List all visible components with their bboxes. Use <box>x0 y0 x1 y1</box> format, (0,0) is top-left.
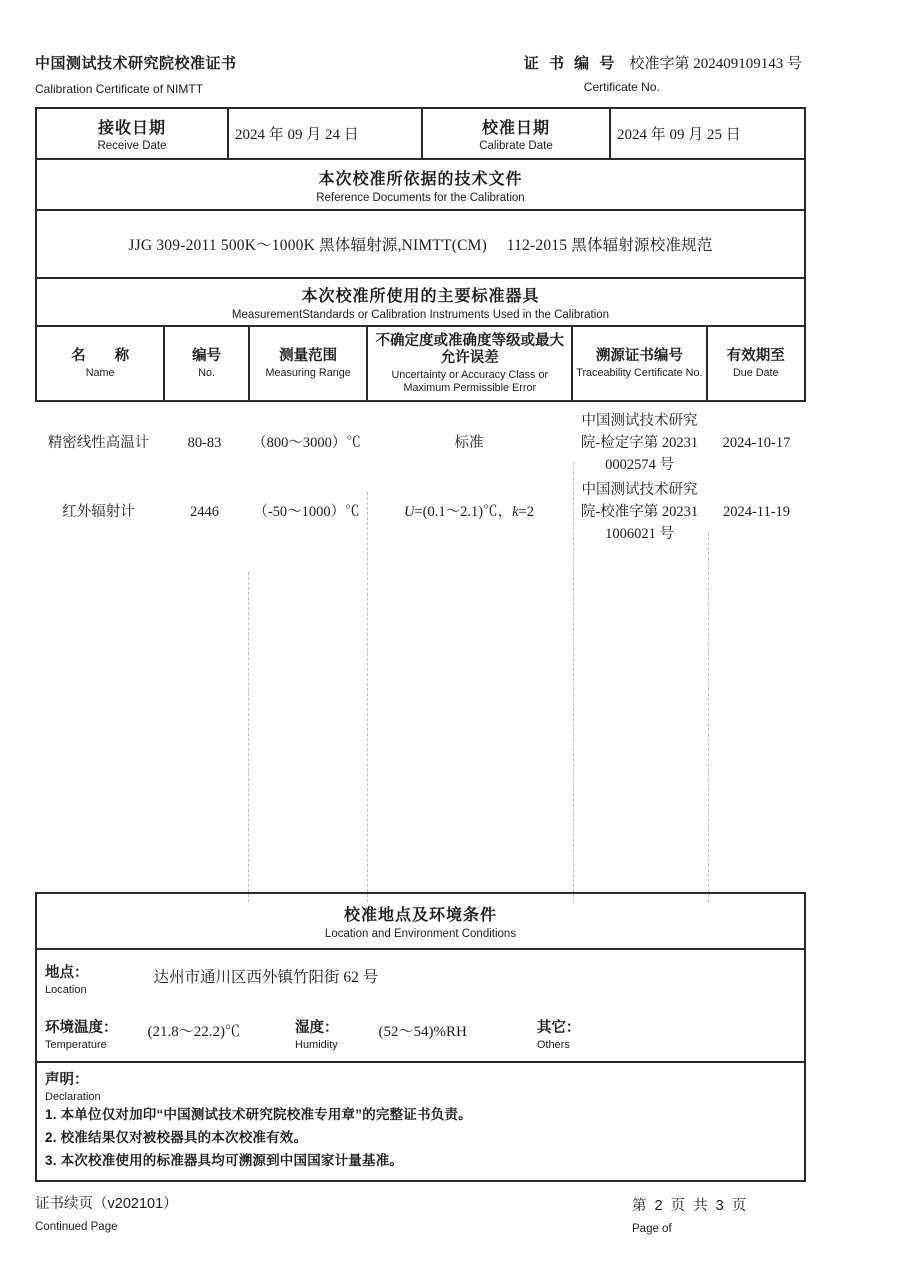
temperature-value: (21.8～22.2)℃ <box>147 1024 240 1040</box>
uncertainty-u-symbol: U <box>404 504 415 520</box>
column-divider-dashed <box>367 492 368 902</box>
column-header-due-date-en: Due Date <box>732 366 779 379</box>
certificate-number-value: 校准字第 202409109143 号 <box>629 56 802 72</box>
due-date-value: 2024-10-17 <box>722 435 791 451</box>
standards-section-title-zh: 本次校准所使用的主要标准器具 <box>301 288 540 305</box>
instrument-no: 80-83 <box>187 435 222 451</box>
instrument-name: 精密线性高温计 <box>47 435 150 451</box>
others-label-en: Others <box>536 1039 570 1051</box>
instrument-name: 红外辐射计 <box>62 504 135 520</box>
reference-documents-text: JJG 309-2011 500K～1000K 黑体辐射源,NIMTT(CM) 112-2015 黑体辐射源校准规范 <box>128 237 713 254</box>
instrument-no: 2446 <box>190 504 219 520</box>
traceability-line-1: 中国测试技术研究 <box>581 413 698 429</box>
calibrate-date-value: 2024 年 09 月 25 日 <box>609 109 804 158</box>
standards-section-title <box>35 277 806 327</box>
standards-table-header <box>35 325 806 402</box>
calibrate-date-label-cell <box>421 109 609 158</box>
declaration-items <box>45 1103 796 1172</box>
uncertainty-value <box>366 479 572 545</box>
page-footer <box>35 1192 806 1242</box>
column-header-name <box>37 327 163 400</box>
document-title-en: Calibration Certificate of NIMTT <box>35 82 204 96</box>
declaration-item-3: 3. 本次校准使用的标准器具均可溯源到中国国家计量基准。 <box>45 1153 404 1168</box>
declaration-title-zh: 声明： <box>45 1072 89 1088</box>
certificate-number-label: 证 书 编 号 <box>523 55 618 72</box>
column-header-no-zh: 编号 <box>192 347 222 364</box>
traceability-line-3: 0002574 号 <box>605 457 674 473</box>
temperature-label <box>45 1016 118 1051</box>
location-row <box>37 950 804 1006</box>
reference-section-title-en: Reference Documents for the Calibration <box>316 191 525 204</box>
column-header-range-zh: 测量范围 <box>279 347 338 364</box>
environment-section-title <box>37 894 804 950</box>
calibrate-date-label-zh: 校准日期 <box>481 120 550 137</box>
humidity-label-zh: 湿度： <box>295 1020 339 1036</box>
column-header-uncertainty-zh: 不确定度或准确度等级或最大允许误差 <box>375 332 564 366</box>
column-header-name-en: Name <box>85 366 115 379</box>
column-header-traceability-en: Traceability Certificate No. <box>576 366 703 379</box>
uncertainty-k-rest: =2 <box>518 504 534 520</box>
continued-page-zh: 证书续页（v202101） <box>35 1196 178 1212</box>
due-date-value: 2024-11-19 <box>722 504 791 520</box>
environment-box <box>35 892 806 1182</box>
reference-documents-row <box>35 209 806 279</box>
reference-section-title-zh: 本次校准所依据的技术文件 <box>318 170 523 188</box>
traceability-line-1: 中国测试技术研究 <box>581 482 698 498</box>
document-title-zh: 中国测试技术研究院校准证书 <box>35 55 237 72</box>
uncertainty-k-symbol: k <box>512 504 519 520</box>
location-label-en: Location <box>45 983 87 996</box>
others-label <box>537 1016 581 1051</box>
document-header <box>35 52 806 104</box>
declaration-item-1: 1. 本单位仅对加印“中国测试技术研究院校准专用章”的完整证书负责。 <box>45 1107 472 1122</box>
traceability-line-2: 院-检定字第 20231 <box>580 435 699 451</box>
date-table <box>35 107 806 160</box>
uncertainty-value: 标准 <box>454 435 484 451</box>
location-label-zh: 地点： <box>45 964 89 981</box>
receive-date-label-en: Receive Date <box>97 140 167 152</box>
column-header-no <box>163 327 248 400</box>
column-header-no-en: No. <box>198 366 216 379</box>
receive-date-label-zh: 接收日期 <box>97 120 166 137</box>
column-header-name-zh: 名 称 <box>71 347 130 364</box>
declaration-section <box>37 1063 804 1180</box>
location-value: 达州市通川区西外镇竹阳街 62 号 <box>153 969 379 986</box>
footer-page-number-block <box>632 1194 748 1235</box>
standards-row-radiometer <box>35 476 806 545</box>
column-header-uncertainty <box>366 327 571 400</box>
reference-section-title <box>35 158 806 211</box>
column-header-due-date-zh: 有效期至 <box>726 347 785 364</box>
traceability-line-2: 院-校准字第 20231 <box>580 504 699 520</box>
humidity-label-en: Humidity <box>295 1039 338 1051</box>
standards-table-body <box>35 402 806 892</box>
header-title-block <box>35 52 237 104</box>
declaration-title-en: Declaration <box>45 1091 101 1103</box>
traceability-line-3: 1006021 号 <box>605 526 674 542</box>
traceability-certificate <box>572 479 707 545</box>
column-header-traceability-zh: 溯源证书编号 <box>595 347 683 364</box>
column-divider-dashed <box>573 462 574 902</box>
traceability-certificate <box>572 410 707 476</box>
column-header-traceability <box>571 327 705 400</box>
certificate-number-block <box>524 52 806 104</box>
column-divider-dashed <box>248 572 249 902</box>
page-number-zh: 第 2 页 共 3 页 <box>632 1198 749 1214</box>
standards-row-pyrometer <box>35 402 806 476</box>
environment-title-en: Location and Environment Conditions <box>324 928 517 940</box>
environment-conditions-row <box>37 1006 804 1063</box>
temperature-label-zh: 环境温度： <box>45 1020 118 1036</box>
continued-page-en: Continued Page <box>35 1221 118 1233</box>
receive-date-value: 2024 年 09 月 24 日 <box>227 109 421 158</box>
measuring-range: （800～3000）℃ <box>252 435 361 451</box>
column-divider-dashed <box>708 532 709 902</box>
humidity-value: (52～54)%RH <box>378 1024 467 1040</box>
page-number-en: Page of <box>632 1223 672 1235</box>
temperature-label-en: Temperature <box>45 1039 107 1051</box>
certificate-number-label-en: Certificate No. <box>583 80 660 94</box>
humidity-label <box>295 1016 339 1051</box>
calibration-certificate-page <box>35 52 806 1242</box>
others-label-zh: 其它： <box>536 1020 581 1036</box>
location-label <box>45 961 89 996</box>
standards-section-title-en: MeasurementStandards or Calibration Instruments Used in the Calibration <box>231 309 610 321</box>
uncertainty-u-rest: =(0.1～2.1)℃， <box>414 504 513 520</box>
column-header-uncertainty-en: Uncertainty or Accuracy Class or Maximum Permissible Error <box>391 368 549 394</box>
measuring-range: （-50～1000）℃ <box>253 504 360 520</box>
column-header-range-en: Measuring Range <box>265 366 351 379</box>
declaration-item-2: 2. 校准结果仅对被校器具的本次校准有效。 <box>45 1130 308 1145</box>
column-header-due-date <box>706 327 805 400</box>
receive-date-label-cell <box>37 109 227 158</box>
environment-title-zh: 校准地点及环境条件 <box>343 907 497 924</box>
column-header-range <box>248 327 366 400</box>
footer-left-block <box>35 1192 178 1233</box>
calibrate-date-label-en: Calibrate Date <box>479 140 553 152</box>
